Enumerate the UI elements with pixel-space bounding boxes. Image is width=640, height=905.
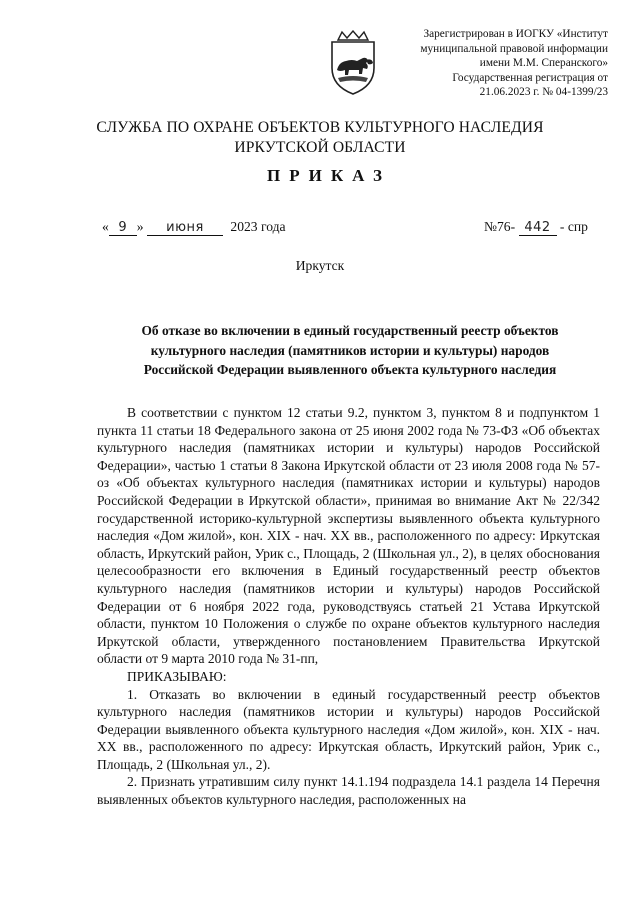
registration-line: имени М.М. Сперанского» [479,57,608,70]
registration-note [398,27,608,100]
agency-region-line: ИРКУТСКОЙ ОБЛАСТИ [234,139,406,156]
order-subject [100,321,600,380]
date-open-quote: « [102,219,109,234]
registration-line: Государственная регистрация от [452,71,608,84]
date-day: 9 [109,220,137,236]
order-date [102,219,286,236]
subject-line: Российской Федерации выявленного объекта культурного наследия [143,362,557,377]
date-year: 2023 года [230,219,286,234]
date-close-quote: » [136,219,144,234]
subject-line: культурного наследия (памятников истории и культуры) народов [150,342,550,358]
registration-line: 21.06.2023 г. № 04-1399/23 [479,86,608,99]
city-name: Иркутск [295,258,345,273]
order-item-2: 2. Признать утратившим силу пункт 14.1.194 подраздела 14.1 раздела 14 Перечня выявленных объектов культурного наследия, расположенных на [97,774,600,808]
preamble-paragraph: В соответствии с пунктом 12 статьи 9.2, пунктом 3, пунктом 8 и подпунктом 1 пункта 11 статьи 18 Федерального закона от 25 июня 2002 года № 73-ФЗ «Об объектах культурного наследия (памятниках истории и культуры) народов Российской Федерации», частью 1 статьи 8 Закона Иркутской области от 23 июля 2008 года № 57-оз «Об объектах культурного наследия (памятниках истории и культуры) народов Российской Федерации в Иркутской области», принимая во внимание Акт № 22/342 государственной историко-культурной экспертизы выявленного объекта культурного наследия «Дом жилой», кон. XIX - нач. XX вв., расположенного по адресу: Иркутская область, Иркутский район, Урик с., Площадь, 2 (Школьная ул., 2), в целях обоснования целесообразности его включения в Единый государственный реестр объектов культурного наследия (памятников истории и культуры) народов Российской Федерации от 6 ноября 2022 года, руководствуясь статьей 21 Устава Иркутской области, пунктом 10 Положения о службе по охране объектов культурного наследия Иркутской области, утвержденного постановлением Правительства Иркутской области от 9 марта 2010 года № 31-пп, [97,405,600,667]
order-item-1: 1. Отказать во включении в единый государственный реестр объектов культурного наследия (памятников истории и культуры) народов Российской Федерации выявленного объекта культурного наследия «Дом жилой», кон. XIX - нач. XX вв., расположенного по адресу: Иркутская область, Иркутский район, Урик с., Площадь, 2 (Школьная ул., 2). [97,686,600,772]
order-word: ПРИКАЗЫВАЮ: [127,668,227,684]
order-number [484,219,588,236]
order-number-suffix: - спр [559,219,588,234]
date-month: июня [147,220,223,236]
document-title: ПРИКАЗ [267,166,391,185]
order-number-prefix: №76- [484,219,516,234]
irkutsk-coat-of-arms-icon [326,30,380,96]
agency-heading [0,118,640,158]
registration-line: Зарегистрирован в ИОГКУ «Институт [423,28,608,40]
order-body [97,404,600,809]
subject-line: Об отказе во включении в единый государственный реестр объектов [141,323,559,338]
agency-name-line: СЛУЖБА ПО ОХРАНЕ ОБЪЕКТОВ КУЛЬТУРНОГО НАСЛЕДИЯ [96,119,544,136]
registration-line: муниципальной правовой информации [420,42,608,55]
order-number-value: 442 [519,220,557,236]
